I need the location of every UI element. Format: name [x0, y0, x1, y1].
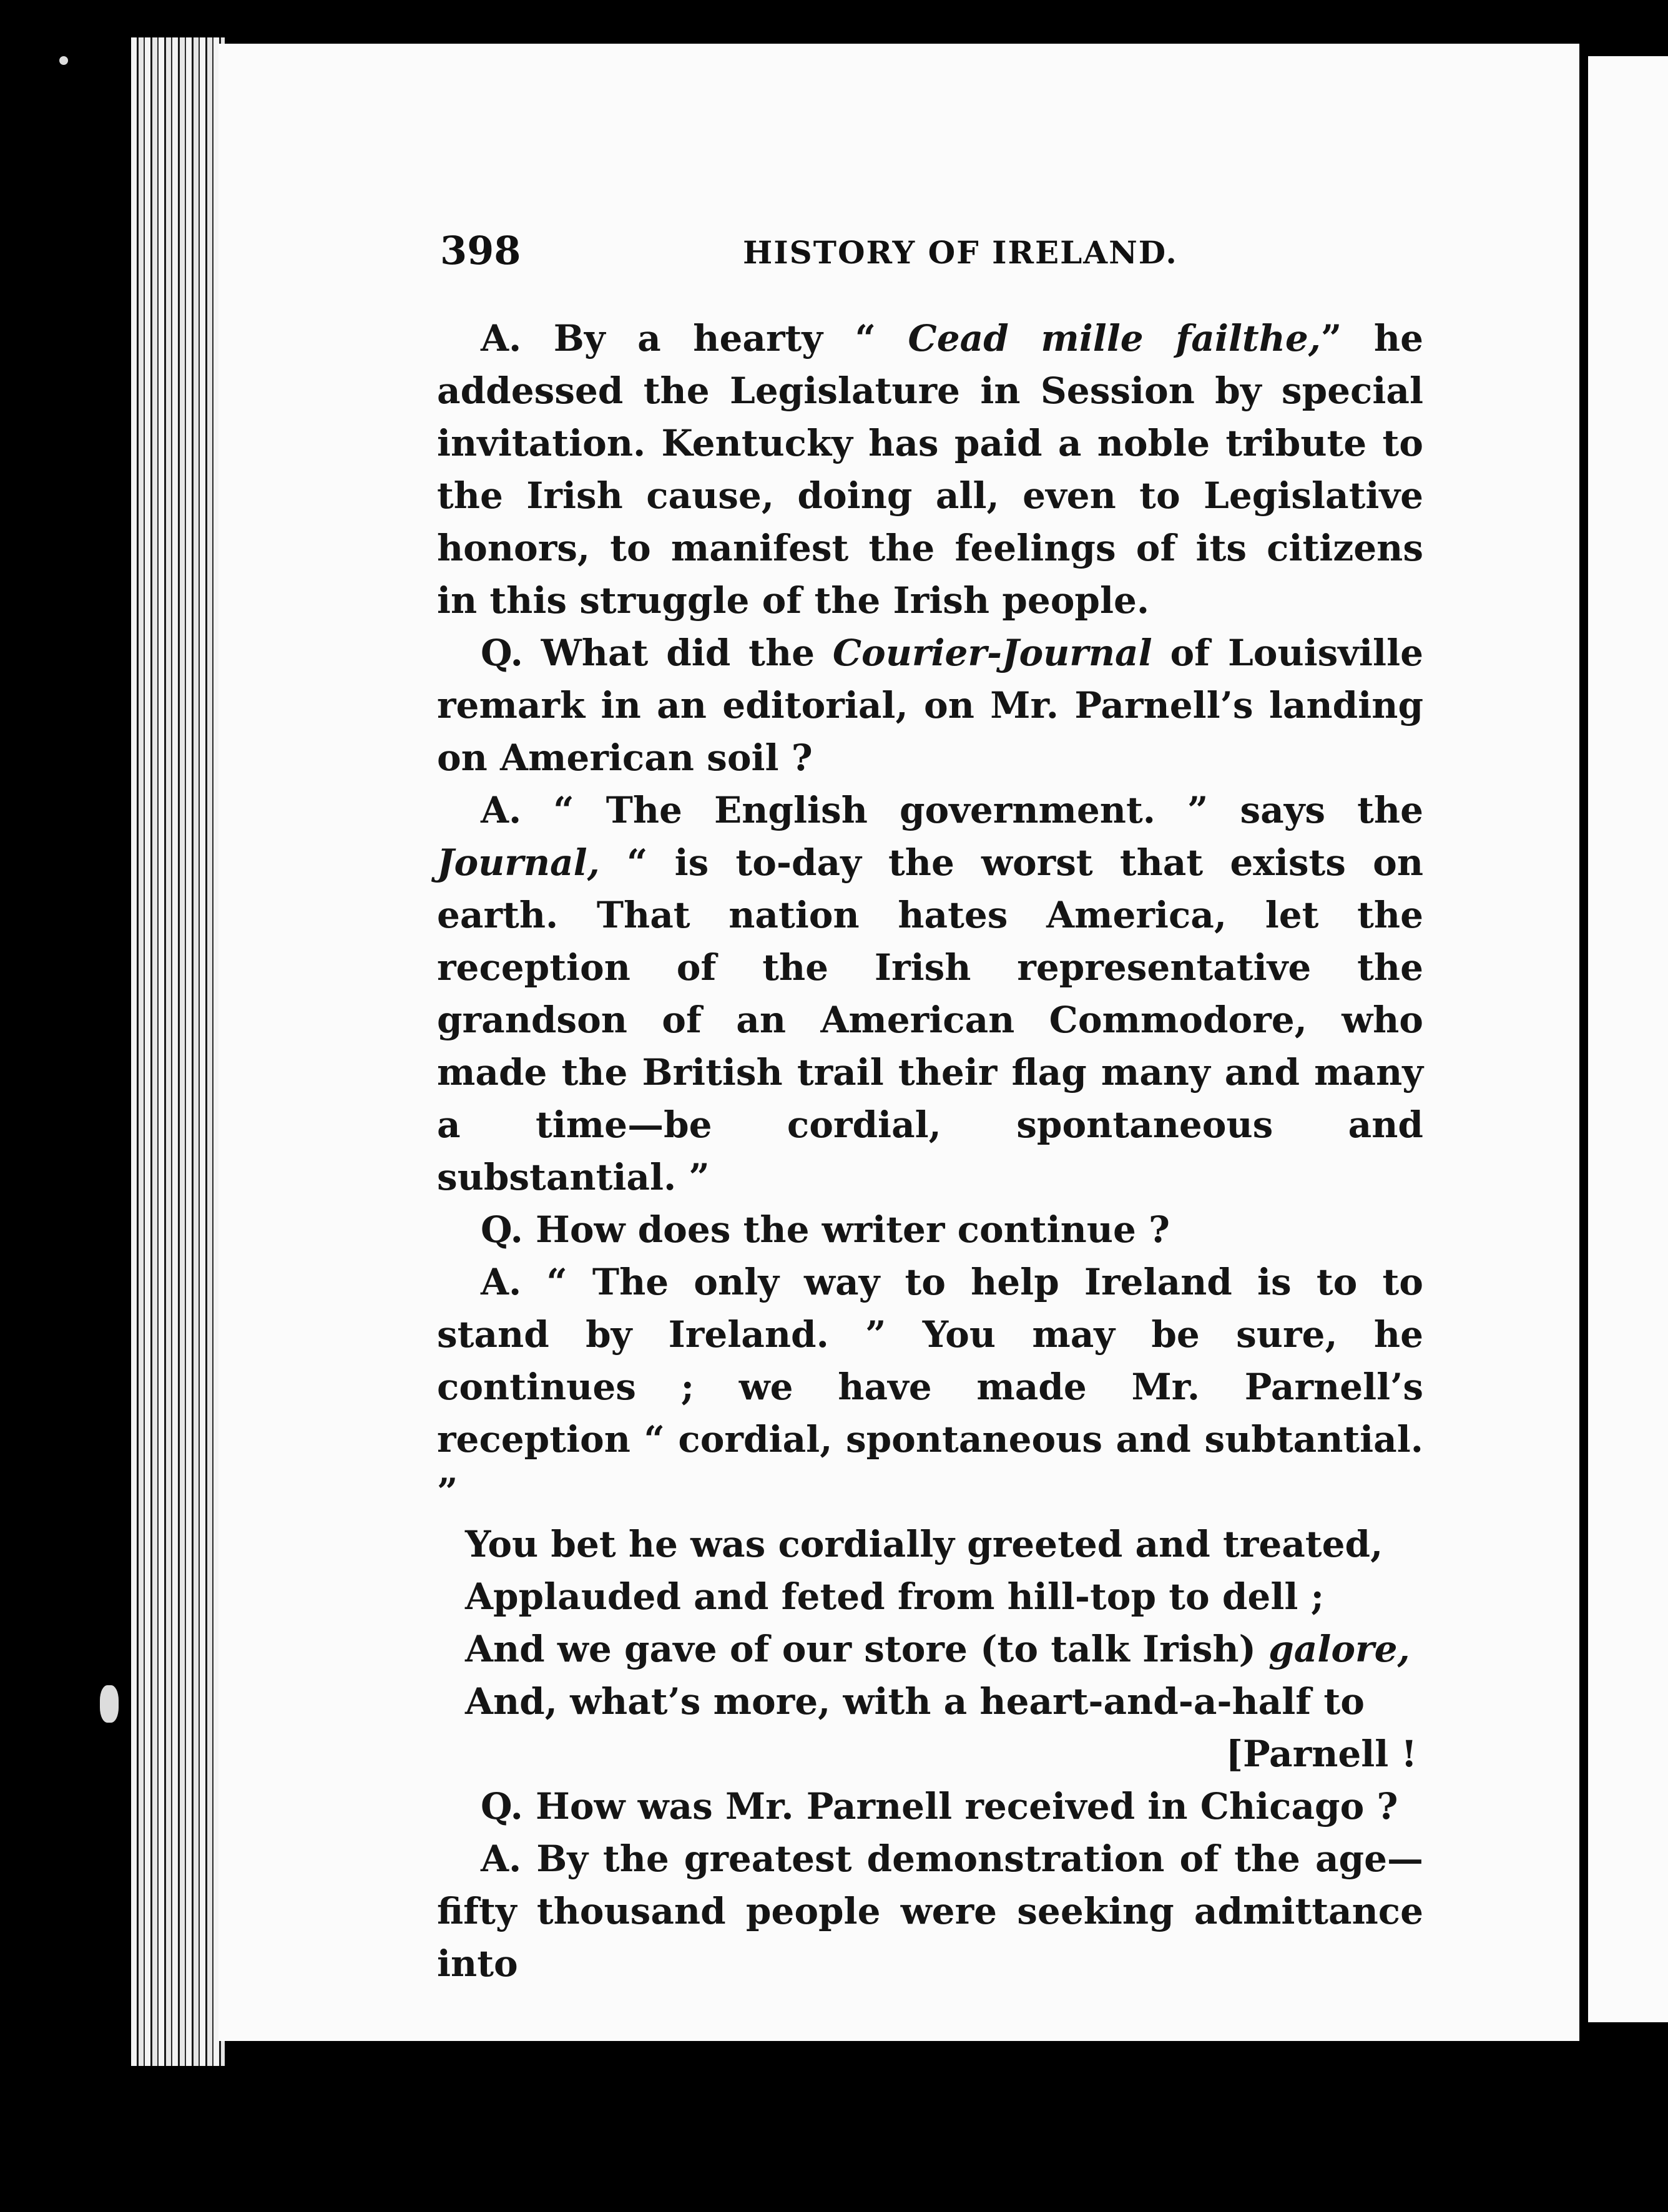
answer-paragraph: A. By a hearty “ Cead mille failthe,” he addessed the Legislature in Session by special invitation. Kentucky has paid a noble tribute to the Irish cause, doing all, even to Legislative honors, to manifest the feelings of its citizens in this struggle of the Irish people. [437, 317, 1423, 622]
book-page-edges [131, 37, 225, 2066]
answer-paragraph: A. By the greatest demonstration of the age— fifty thousand people were seeking admittance into [437, 1838, 1423, 1985]
facing-page-edge [1579, 56, 1668, 2022]
scan-speck [100, 1685, 119, 1723]
verse-line-continuation: [Parnell ! [1225, 1733, 1417, 1775]
verse-line: And, what’s more, with a heart-and-a-half to [465, 1680, 1365, 1723]
answer-paragraph: A. “ The only way to help Ireland is to to stand by Ireland. ” You may be sure, he continues ; we have made Mr. Parnell’s reception “ cordial, spontaneous and subtantial. ” [437, 1261, 1423, 1513]
page-number: 398 [440, 228, 521, 273]
verse-stanza [437, 1518, 1423, 1780]
question-paragraph: Q. How does the writer continue ? [481, 1208, 1170, 1251]
page-header [440, 228, 1423, 284]
verse-line: You bet he was cordially greeted and treated, [465, 1523, 1383, 1565]
scan-speck [59, 56, 68, 65]
page-body [437, 312, 1423, 1990]
answer-paragraph: A. “ The English government. ” says the Journal, “ is to-day the worst that exists on earth. That nation hates America, let the reception of the Irish representative the grandson of an American Commodore, who made the British trail their flag many and many a time—be cordial, spontaneous and substantial. ” [437, 789, 1423, 1198]
running-title: HISTORY OF IRELAND. [743, 234, 1178, 271]
question-paragraph: Q. What did the Courier-Journal of Louisville remark in an editorial, on Mr. Parnell’s landing on American soil ? [437, 632, 1423, 779]
question-paragraph: Q. How was Mr. Parnell received in Chicago ? [481, 1785, 1398, 1828]
verse-line: And we gave of our store (to talk Irish) galore, [465, 1628, 1410, 1670]
verse-line: Applauded and feted from hill-top to dell ; [465, 1575, 1324, 1618]
